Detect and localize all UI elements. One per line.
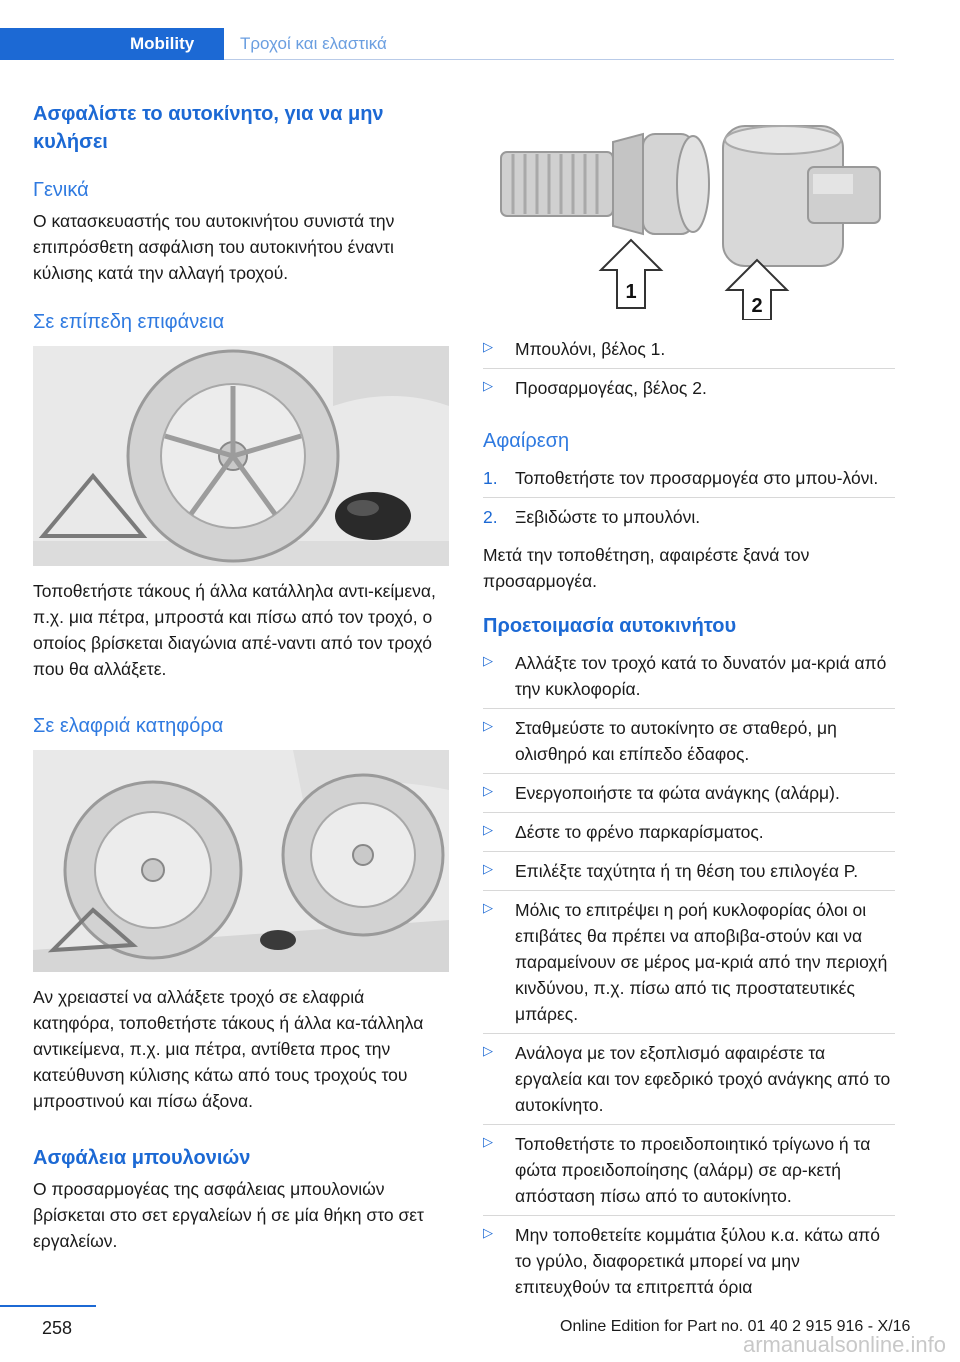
removal-text: Μετά την τοποθέτηση, αφαιρέστε ξανά τον προσαρμογέα.: [483, 545, 810, 591]
list-item: ▷ Τοποθετήστε το προειδοποιητικό τρίγωνο ή τα φώτα προειδοποίησης (αλάρμ) σε αρ-κετή απόσταση πίσω από το αυτοκίνητο.: [483, 1125, 895, 1216]
triangle-bullet-icon: ▷: [483, 783, 493, 798]
page-header: [0, 0, 960, 60]
list-item: ▷ Δέστε το φρένο παρκαρίσματος.: [483, 813, 895, 852]
removal-heading: Αφαίρεση: [483, 430, 570, 452]
triangle-bullet-icon: ▷: [483, 653, 493, 668]
removal-steps: [483, 459, 895, 536]
wheel-lock-illustration: [483, 112, 895, 320]
triangle-bullet-icon: ▷: [483, 378, 493, 393]
triangle-bullet-icon: ▷: [483, 822, 493, 837]
watermark: armanualsonline.info: [742, 1332, 946, 1357]
lock-text: Ο προσαρμογέας της ασφάλειας μπουλονιών βρίσκεται στο σετ εργαλείων ή σε μία θήκη στο σετ εργαλείων.: [33, 1179, 424, 1251]
triangle-bullet-icon: ▷: [483, 1225, 493, 1240]
arrow-label-1: 1: [625, 281, 637, 303]
list-item: ▷ Ανάλογα με τον εξοπλισμό αφαιρέστε τα εργαλεία και τον εφεδρικό τροχό ανάγκης από το αυτοκίνητο.: [483, 1034, 895, 1125]
prep-heading: Προετοιμασία αυτοκινήτου: [483, 615, 737, 637]
list-item: ▷ Ενεργοποιήστε τα φώτα ανάγκης (αλάρμ).: [483, 774, 895, 813]
flat-surface-illustration: [33, 346, 449, 566]
section-title: Ασφαλίστε το αυτοκίνητο, για να μην κυλήσει: [33, 103, 384, 153]
list-item: ▷ Σταθμεύστε το αυτοκίνητο σε σταθερό, μη ολισθηρό και επίπεδο έδαφος.: [483, 709, 895, 774]
edition-text: Online Edition for Part no. 01 40 2 915 916 - X/16: [560, 1318, 911, 1335]
triangle-bullet-icon: ▷: [483, 1043, 493, 1058]
prep-list: [483, 644, 895, 1306]
slope-heading: Σε ελαφριά κατηφόρα: [33, 715, 224, 737]
slope-text: Αν χρειαστεί να αλλάξετε τροχό σε ελαφριά κατηφόρα, τοποθετήστε τάκους ή άλλα κα-τάλληλα αντικείμενα, π.χ. μια πέτρα, αντίθετα προς την κατεύθυνση κύλισης κάτω από τους τροχούς του μπροστινού και πίσω άξονα.: [33, 987, 424, 1111]
header-rule: [224, 59, 894, 60]
footer-rule: [0, 1305, 96, 1307]
header-chapter: Mobility: [130, 34, 195, 53]
page-number: 258: [42, 1318, 73, 1338]
list-item: ▷ Μόλις το επιτρέψει η ροή κυκλοφορίας όλοι οι επιβάτες θα πρέπει να αποβιβα-στούν και να παραμείνουν σε μέρος μα-κριά από την περιοχή κινδύνου, π.χ. πίσω από τις προστατευτικές μπάρες.: [483, 891, 895, 1034]
slope-illustration: [33, 750, 449, 972]
left-column: [33, 100, 449, 1254]
list-item: 2. Ξεβιδώστε το μπουλόνι.: [483, 507, 701, 527]
triangle-bullet-icon: ▷: [483, 900, 493, 915]
general-text: Ο κατασκευαστής του αυτοκινήτου συνιστά την επιπρόσθετη ασφάλιση του αυτοκινήτου έναντι κύλισης κατά την αλλαγή τροχού.: [33, 211, 395, 283]
list-item: ▷ Μην τοποθετείτε κομμάτια ξύλου κ.α. κάτω από το γρύλο, διαφορετικά μπορεί να μην επιτευχθούν τα επιτρεπτά όρια: [483, 1225, 880, 1297]
list-item: ▷ Προσαρμογέας, βέλος 2.: [483, 378, 707, 398]
list-item: ▷ Μπουλόνι, βέλος 1.: [483, 330, 895, 369]
triangle-bullet-icon: ▷: [483, 339, 493, 354]
flat-heading: Σε επίπεδη επιφάνεια: [33, 311, 225, 333]
right-column: [483, 112, 895, 1306]
header-section: Τροχοί και ελαστικά: [240, 34, 387, 53]
parts-list: [483, 330, 895, 407]
list-item: ▷ Επιλέξτε ταχύτητα ή τη θέση του επιλογέα P.: [483, 852, 895, 891]
triangle-bullet-icon: ▷: [483, 718, 493, 733]
triangle-bullet-icon: ▷: [483, 861, 493, 876]
list-item: 1. Τοποθετήστε τον προσαρμογέα στο μπου-λόνι.: [483, 459, 895, 498]
arrow-label-2: 2: [751, 295, 763, 317]
list-item: ▷ Αλλάξτε τον τροχό κατά το δυνατόν μα-κριά από την κυκλοφορία.: [483, 644, 895, 709]
flat-text: Τοποθετήστε τάκους ή άλλα κατάλληλα αντι-κείμενα, π.χ. μια πέτρα, μπροστά και πίσω από τον τροχό, ο οποίος βρίσκεται διαγώνια απέ-ναντι από τον τροχό που θα αλλάξετε.: [33, 581, 436, 679]
lock-heading: Ασφάλεια μπουλονιών: [33, 1147, 251, 1169]
general-heading: Γενικά: [33, 179, 89, 201]
triangle-bullet-icon: ▷: [483, 1134, 493, 1149]
